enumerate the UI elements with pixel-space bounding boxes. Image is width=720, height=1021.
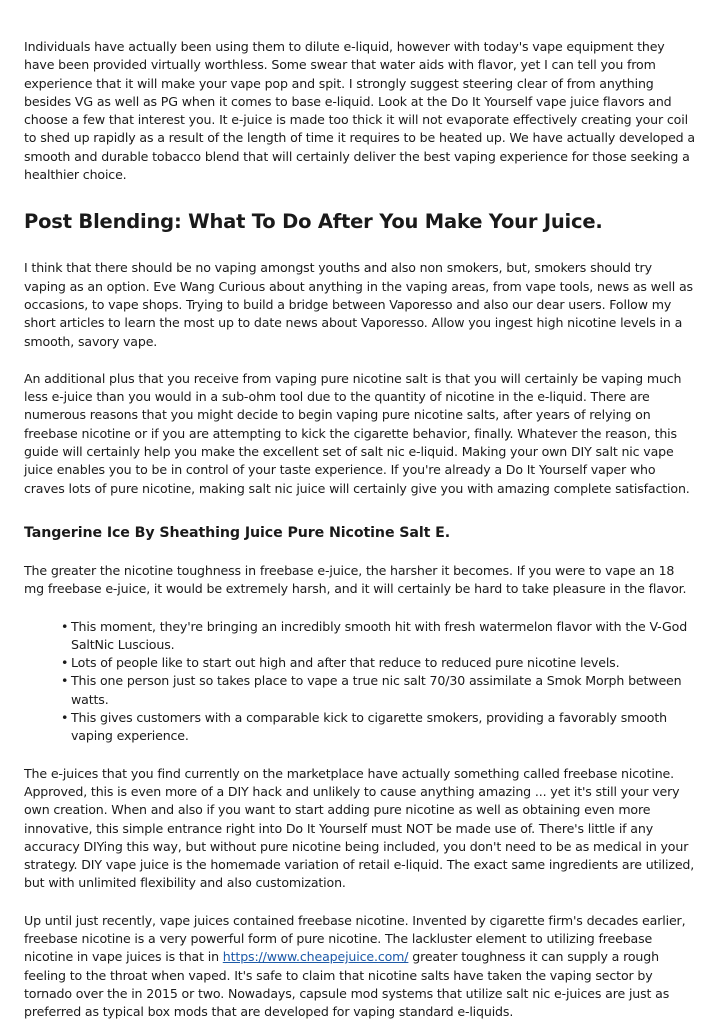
list-item (61, 654, 696, 672)
cheapejuice-link[interactable]: https://www.cheapejuice.com/ (222, 949, 409, 965)
paragraph-intro: Individuals have actually been using them to dilute e-liquid, however with today's vape equipment they have been provided virtually worthless. Some swear that water aids with flavor, yet I can tell you from experience that it will make your vape pop and spit. I strongly suggest steering clear of from anything besides VG as well as PG when it comes to base e-liquid. Look at the Do It Yourself vape juice flavors and choose a few that interest you. It e-juice is made too thick it will not evaporate effectively creating your coil to shed up rapidly as a result of the length of time it requires to be heated up. We have actually developed a smooth and durable tobacco blend that will certainly deliver the best vaping experience for those seeking a healthier choice. (24, 39, 695, 183)
bullet-icon: • (61, 710, 69, 726)
bullet-icon: • (61, 618, 69, 634)
list-item (61, 672, 696, 709)
bullet-icon: • (61, 673, 69, 689)
paragraph-freebase-history (24, 912, 696, 1021)
list-item-text: Lots of people like to start out high and after that reduce to reduced pure nicotine levels. (71, 655, 620, 671)
bullet-list (24, 618, 696, 746)
paragraph-text-before-link: Up until just recently, vape juices contained freebase nicotine. Invented by cigarette firm's decades earlier, freebase nicotine is a very powerful form of pure nicotine. The lackluster element to utilizing freebase nicotine in vape juices is that in (24, 912, 686, 965)
paragraph-nicotine-salt: An additional plus that you receive from vaping pure nicotine salt is that you will certainly be vaping much less e-juice than you would in a sub-ohm tool due to the quantity of nicotine in the e-liquid. There are numerous reasons that you might decide to begin vaping pure nicotine salts, after years of relying on freebase nicotine or if you are attempting to kick the cigarette behavior, finally. Whatever the reason, this guide will certainly help you make the excellent set of salt nic e-liquid. Making your own DIY salt nic vape juice enables you to be in control of your taste experience. If you're already a Do It Yourself vaper who craves lots of pure nicotine, making salt nic juice will certainly give you with amazing complete satisfaction. (24, 370, 690, 496)
list-item-text: This moment, they're bringing an incredibly smooth hit with fresh watermelon flavor with the V-God SaltNic Luscious. (71, 618, 688, 652)
paragraph-nicotine-toughness: The greater the nicotine toughness in freebase e-juice, the harsher it becomes. If you were to vape an 18 mg freebase e-juice, it would be extremely harsh, and it will certainly be hard to take pleasure in the flavor. (24, 562, 687, 597)
section-heading-tangerine-ice: Tangerine Ice By Sheathing Juice Pure Nicotine Salt E. (24, 524, 451, 541)
paragraph-freebase-market: The e-juices that you find currently on the marketplace have actually something called freebase nicotine. Approved, this is even more of a DIY hack and unlikely to cause anything amazing ... yet it's still your very own creation. When and also if you want to start adding pure nicotine as well as obtaining even more innovative, this simple entrance right into Do It Yourself must NOT be made use of. There's little if any accuracy DIYing this way, but without pure nicotine being included, you don't need to be as medical in your strategy. DIY vape juice is the homemade variation of retail e-liquid. The exact same ingredients are utilized, but with unlimited flexibility and also customization. (24, 765, 695, 891)
section-heading-post-blending: Post Blending: What To Do After You Make Your Juice. (24, 210, 603, 234)
paragraph-vaping-opinion: I think that there should be no vaping amongst youths and also non smokers, but, smokers should try vaping as an option. Eve Wang Curious about anything in the vaping areas, from vape tools, news as well as occasions, to vape shops. Trying to build a bridge between Vaporesso and also our dear users. Follow my short articles to learn the most up to date news about Vaporesso. Allow you ingest high nicotine levels in a smooth, savory vape. (24, 260, 693, 349)
list-item-text: This one person just so takes place to vape a true nic salt 70/30 assimilate a Smok Morph between watts. (71, 673, 682, 707)
list-item (61, 709, 696, 746)
bullet-icon: • (61, 655, 69, 671)
list-item-text: This gives customers with a comparable kick to cigarette smokers, providing a favorably smooth vaping experience. (71, 710, 667, 744)
paragraph-text-after-link: greater toughness it can supply a rough feeling to the throat when vaped. It's safe to claim that nicotine salts have taken the vaping sector by tornado over the in 2015 or two. Nowadays, capsule mod systems that utilize salt nic e-juices are just as preferred as typical box mods that are developed for vaping standard e-liquids. (24, 949, 670, 1020)
list-item (61, 618, 696, 655)
